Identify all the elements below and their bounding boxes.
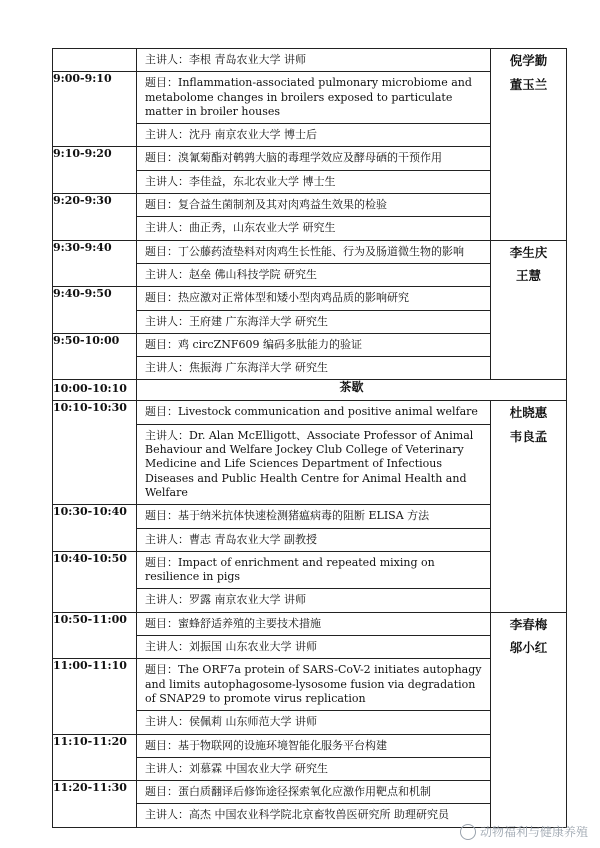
break-row [53,380,567,401]
talk-cell [137,333,491,380]
topic-label: 题目： [145,785,178,799]
talk-topic [137,334,490,357]
talk-cell [137,287,491,334]
topic-label: 题目： [145,291,178,305]
topic-label: 题目： [145,198,178,212]
talk-speaker [137,758,490,780]
topic-label: 题目： [145,616,178,630]
topic-text: 蛋白质翻译后修饰途径探索氧化应激作用靶点和机制 [178,785,431,799]
topic-label: 题目： [145,509,178,523]
speaker-label: 主讲人： [145,128,189,142]
session-row [53,659,567,734]
talk-cell [137,551,491,612]
topic-label: 题目： [145,405,178,419]
topic-label: 题目： [145,151,178,165]
session-row [53,551,567,612]
wechat-icon [460,824,476,840]
speaker-text: 罗露 南京农业大学 讲师 [189,593,306,607]
talk-cell [137,781,491,828]
chair-name: 倪学勤 [509,53,548,68]
session-row [53,734,567,781]
session-row [53,72,567,147]
speaker-text: 高杰 中国农业科学院北京畜牧兽医研究所 助理研究员 [189,808,449,822]
talk-cell [137,147,491,194]
session-row [53,147,567,194]
chair-name: 李春梅 [509,616,548,632]
session-row [53,49,567,72]
speaker-text: 刘振国 山东农业大学 讲师 [189,640,317,654]
talk-topic [137,735,490,758]
talk-topic [137,613,490,636]
topic-label: 题目： [145,555,178,569]
topic-text: 蜜蜂舒适养殖的主要技术措施 [178,616,321,630]
watermark [460,823,588,840]
session-time [53,49,137,72]
session-time: 9:40-9:50 [53,287,137,334]
topic-text: 基于纳米抗体快速检测猪瘟病毒的阻断 ELISA 方法 [178,509,430,523]
talk-speaker [137,425,490,504]
topic-text: 溴氰菊酯对鹌鹑大脑的毒理学效应及酵母硒的干预作用 [178,151,442,165]
speaker-label: 主讲人： [145,361,189,375]
speaker-text: 刘慕霖 中国农业大学 研究生 [189,761,328,775]
talk-cell [137,72,491,147]
talk-topic [137,287,490,310]
session-row [53,333,567,380]
speaker-label: 主讲人： [145,221,189,235]
talk-topic [137,401,490,424]
talk-topic [137,659,490,711]
schedule-table [52,48,567,828]
session-row [53,612,567,659]
session-time: 11:00-11:10 [53,659,137,734]
topic-text: Impact of enrichment and repeated mixing on resilience in pigs [145,555,435,584]
talk-speaker [137,49,490,71]
chair-name: 李生庆 [509,244,548,260]
topic-text: 丁公藤药渣垫料对肉鸡生长性能、行为及肠道微生物的影响 [178,244,464,258]
session-time: 11:20-11:30 [53,781,137,828]
talk-speaker [137,171,490,193]
speaker-label: 主讲人： [145,428,189,442]
topic-text: Livestock communication and positive animal welfare [178,405,478,419]
speaker-text: 沈丹 南京农业大学 博士后 [189,128,317,142]
schedule-body [53,49,567,828]
topic-text: 复合益生菌制剂及其对肉鸡益生效果的检验 [178,198,387,212]
speaker-text: 李根 青岛农业大学 讲师 [189,53,306,66]
speaker-text: 曹志 青岛农业大学 副教授 [189,532,317,546]
speaker-text: 王府建 广东海洋大学 研究生 [189,314,328,328]
topic-text: Inflammation-associated pulmonary microbiome and metabolome changes in broilers exposed to particulate matter in broiler houses [145,76,472,118]
talk-speaker [137,217,490,239]
speaker-label: 主讲人： [145,532,189,546]
speaker-text: 曲正秀，山东农业大学 研究生 [189,221,336,235]
talk-cell [137,659,491,734]
topic-text: 热应激对正常体型和矮小型肉鸡品质的影响研究 [178,291,409,305]
speaker-label: 主讲人： [145,761,189,775]
speaker-text: 赵垒 佛山科技学院 研究生 [189,267,317,281]
speaker-text: 侯佩莉 山东师范大学 讲师 [189,715,317,729]
talk-speaker [137,264,490,286]
topic-label: 题目： [145,663,178,677]
talk-cell [137,49,491,72]
topic-label: 题目： [145,738,178,752]
talk-cell [137,240,491,287]
talk-cell [137,401,491,505]
speaker-text: 焦振海 广东海洋大学 研究生 [189,361,328,375]
talk-topic [137,552,490,590]
session-chairs [491,612,567,827]
session-row [53,401,567,505]
session-row [53,781,567,828]
chair-name: 董玉兰 [509,76,548,92]
session-chairs [491,401,567,612]
talk-topic [137,194,490,217]
speaker-label: 主讲人： [145,808,189,822]
chair-name: 杜晓惠 [509,405,548,421]
session-time: 10:40-10:50 [53,551,137,612]
talk-topic [137,781,490,804]
talk-topic [137,241,490,264]
topic-label: 题目： [145,337,178,351]
session-time: 10:00-10:10 [53,380,137,401]
topic-text: 基于物联网的设施环境智能化服务平台构建 [178,738,387,752]
session-time: 9:00-9:10 [53,72,137,147]
talk-speaker [137,636,490,658]
topic-text: The ORF7a protein of SARS-CoV-2 initiates autophagy and limits autophagosome-lysosome fusion via degradation of SNAP29 to promote virus replication [145,663,482,705]
talk-cell [137,194,491,241]
session-time: 10:10-10:30 [53,401,137,505]
session-time: 9:10-9:20 [53,147,137,194]
session-time: 9:20-9:30 [53,194,137,241]
session-row [53,240,567,287]
session-chairs [491,240,567,380]
speaker-label: 主讲人： [145,593,189,607]
chair-name: 韦良孟 [509,429,548,445]
session-time: 9:30-9:40 [53,240,137,287]
speaker-label: 主讲人： [145,267,189,281]
watermark-text: 动物福利与健康养殖 [479,825,588,839]
speaker-text: 李佳益，东北农业大学 博士生 [189,174,336,188]
speaker-label: 主讲人： [145,640,189,654]
talk-topic [137,505,490,528]
talk-cell [137,734,491,781]
topic-label: 题目： [145,244,178,258]
talk-topic [137,147,490,170]
speaker-label: 主讲人： [145,53,189,66]
speaker-label: 主讲人： [145,715,189,729]
session-time: 10:50-11:00 [53,612,137,659]
talk-cell [137,505,491,552]
session-row [53,287,567,334]
speaker-text: Dr. Alan McElligott、Associate Professor of Animal Behaviour and Welfare Jockey Club College of Veterinary Medicine and Life Sciences Department of Infectious Diseases and Public Health Centre for Animal Health and Welfare [145,428,474,499]
session-row [53,505,567,552]
talk-speaker [137,711,490,733]
talk-speaker [137,124,490,146]
talk-speaker [137,589,490,611]
chair-name: 王慧 [515,268,541,284]
talk-speaker [137,357,490,379]
tea-break-label: 茶歇 [137,380,567,401]
topic-text: 鸡 circZNF609 编码多肽能力的验证 [178,337,362,351]
talk-topic [137,72,490,124]
session-time: 11:10-11:20 [53,734,137,781]
speaker-label: 主讲人： [145,174,189,188]
talk-speaker [137,311,490,333]
talk-cell [137,612,491,659]
session-time: 9:50-10:00 [53,333,137,380]
session-row [53,194,567,241]
session-time: 10:30-10:40 [53,505,137,552]
chair-name: 邬小红 [509,640,548,656]
session-chairs [491,49,567,241]
talk-speaker [137,804,490,826]
talk-speaker [137,529,490,551]
topic-label: 题目： [145,76,178,90]
speaker-label: 主讲人： [145,314,189,328]
